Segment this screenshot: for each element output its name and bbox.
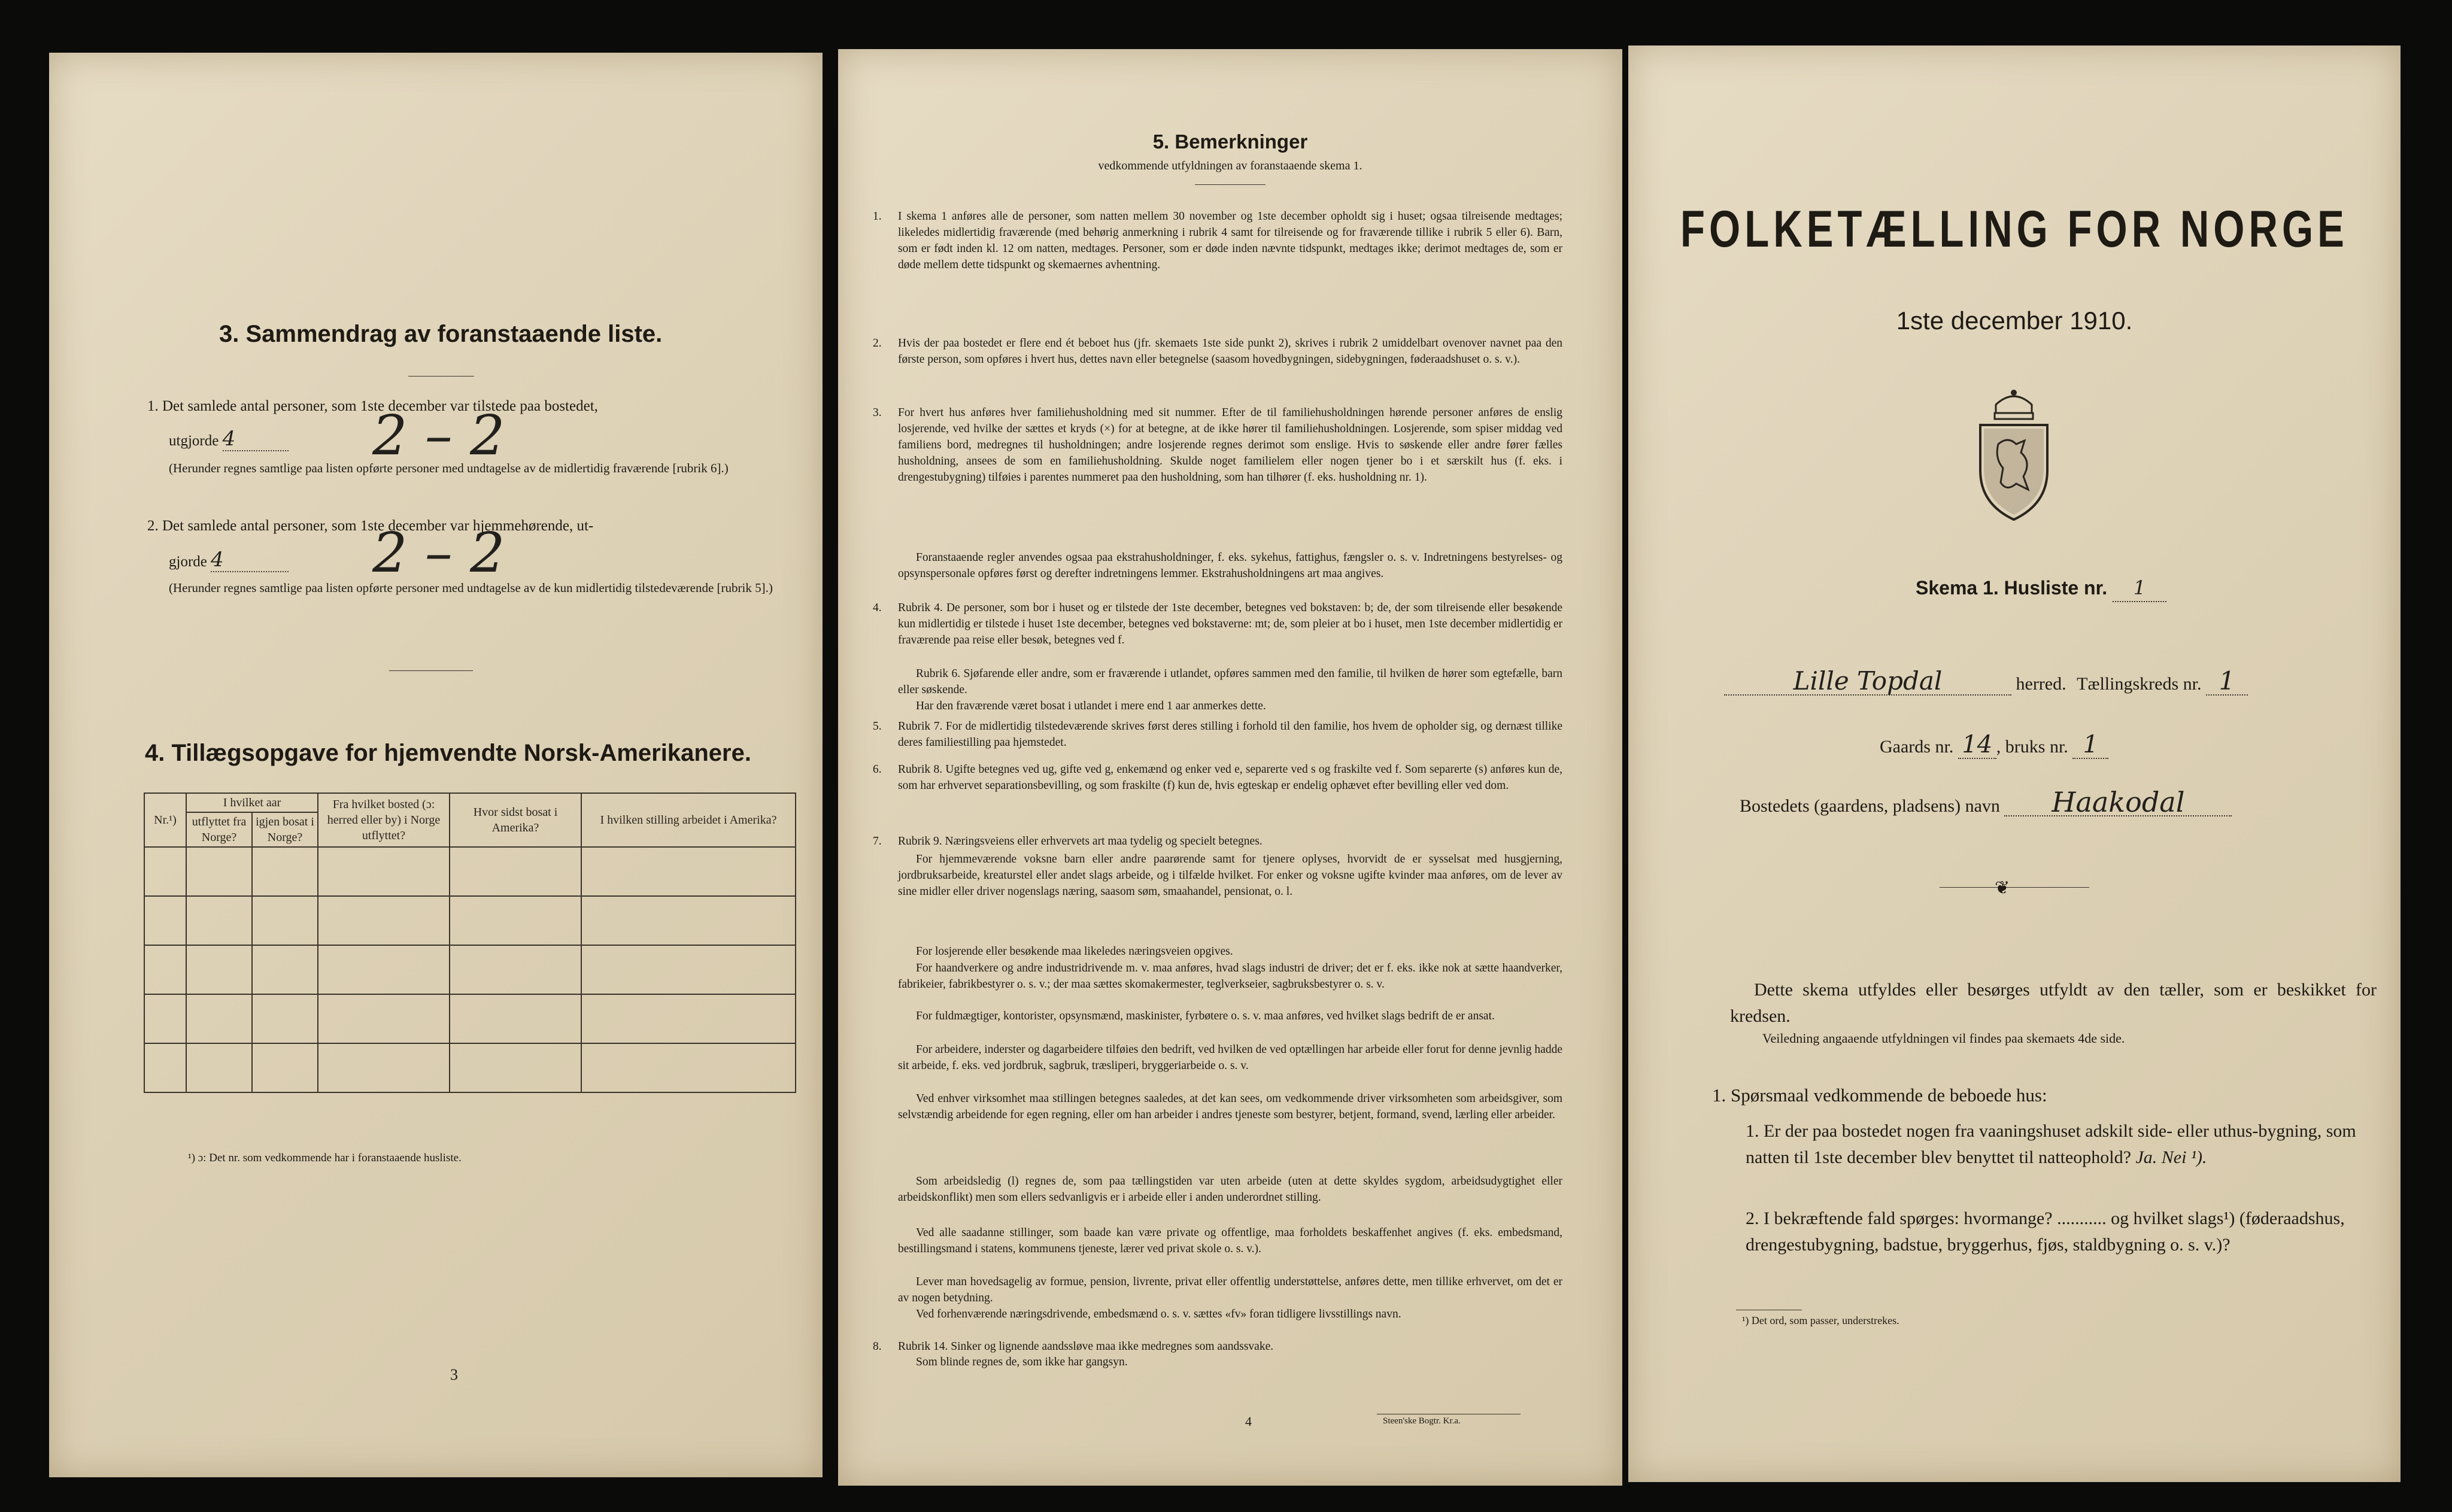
- husliste-nr: 1: [2113, 575, 2166, 602]
- remark-paragraph: [873, 833, 1562, 849]
- remark-paragraph: [898, 1042, 1562, 1074]
- remark-text: Hvis der paa bostedet er flere end ét beboet hus (jfr. skemaets 1ste side punkt 2), skrives i rubrik 2 umiddelbart ovenover navnet paa den første person, som opføres i hvert hus, dettes navn eller betegnelse (saasom hovedbygningen, sidebygningen, føderaadshuset o. s. v.).: [898, 337, 1562, 366]
- gaards-line: Gaards nr. 14 , bruks nr. 1: [1880, 731, 2108, 760]
- remark-text: Rubrik 9. Næringsveiens eller erhvervets art maa tydelig og specielt betegnes.: [898, 835, 1263, 848]
- item-2-utgjorde: gjorde 4: [169, 548, 289, 573]
- item-1-utgjorde: utgjorde 4: [169, 427, 289, 453]
- item-1-handwritten: 2 – 2: [372, 403, 505, 467]
- remark-number: 7.: [873, 835, 882, 848]
- remark-paragraph: [898, 549, 1562, 582]
- bruks-nr: 1: [2072, 731, 2108, 759]
- col-sidst-bosat: Hvor sidst bosat i Amerika?: [450, 793, 581, 847]
- remark-paragraph: [873, 208, 1562, 273]
- remark-text: For hvert hus anføres hver familiehusholdning med sit nummer. Efter de til familiehusholdningen hørende personer anføres de enslig losjerende, ved hvilke der sættes et kryds (×) for at betegne, at de ikke hører til familiehusholdningen. Losjerende, som spiser middag ved familiens bord, medregnes til husholdningen; andre losjerende regnes derimot som enslige. Hvis to søskende eller andre fører fælles husholdning, ansees de som en familiehusholdning. Skulde noget familielem eller nogen tjener bo i et særskilt hus (f. eks. i drengestubygning) tilføies i parentes nummeret paa den husholdning, som han tilhører (f. eks. husholdning nr. 1).: [898, 406, 1562, 484]
- question-1-answer: Ja. Nei ¹).: [2135, 1147, 2207, 1167]
- remark-number: 4.: [873, 602, 882, 614]
- table-row: [144, 896, 796, 945]
- divider: [408, 376, 474, 377]
- remark-number: 8.: [873, 1340, 882, 1353]
- col-utflyttet: utflyttet fra Norge?: [186, 812, 252, 847]
- table-row: [144, 1043, 796, 1092]
- item-1-value: 4: [223, 427, 289, 451]
- page-4: [838, 49, 1622, 1486]
- table-row: [144, 945, 796, 994]
- remark-text: For fuldmægtiger, kontorister, opsynsmænd, maskinister, fyrbøtere o. s. v. maa anføres, ved hvilket slags bedrift de er ansat.: [916, 1010, 1495, 1022]
- remark-paragraph: [898, 1008, 1562, 1024]
- remark-number: 3.: [873, 406, 882, 419]
- remark-text: Har den fraværende været bosat i utlandet i mere end 1 aar anmerkes dette.: [916, 700, 1266, 712]
- remark-number: 5.: [873, 720, 882, 733]
- col-hvilket-aar: I hvilket aar: [186, 793, 318, 812]
- remark-text: Foranstaaende regler anvendes ogsaa paa ekstrahusholdninger, f. eks. sykehus, fattighus, fængsler o. s. v. Indretningens bestyrelses- og opsynspersonale opføres først og derefter indretningens lemmer. Ekstrahusholdningens art maa angives.: [898, 551, 1562, 580]
- question-1: 1. Er der paa bostedet nogen fra vaaningshuset adskilt side- eller uthus-bygning, som natten til 1ste december blev benyttet til natteophold? Ja. Nei ¹).: [1746, 1121, 2356, 1167]
- col-fra-bosted: Fra hvilket bosted (ɔ: herred eller by) i Norge utflyttet?: [318, 793, 450, 847]
- item-2-text: 2. Det samlede antal personer, som 1ste december var hjemmehørende, ut-: [147, 518, 594, 534]
- col-igjen-bosat: igjen bosat i Norge?: [252, 812, 318, 847]
- herred-line: Lille Topdal herred. Tællingskreds nr. 1: [1724, 668, 2395, 697]
- gaards-nr: 14: [1958, 731, 1996, 759]
- remark-text: Ved forhenværende næringsdrivende, embedsmænd o. s. v. sættes «fv» foran tidligere livsstillings navn.: [916, 1308, 1401, 1320]
- remark-paragraph: [873, 761, 1562, 794]
- ornament-icon: ❦: [1995, 878, 2010, 898]
- item-2-note: (Herunder regnes samtlige paa listen opførte personer med undtagelse av de kun midlertidig tilstedeværende [rubrik 5].): [169, 581, 773, 595]
- bosted-value: Haakodal: [2004, 789, 2232, 816]
- remark-paragraph: [898, 1274, 1562, 1306]
- col-stilling: I hvilken stilling arbeidet i Amerika?: [581, 793, 796, 847]
- norsk-amerikanere-table: [144, 793, 796, 1093]
- divider: [1195, 184, 1266, 185]
- page-1: [1628, 45, 2401, 1482]
- footnote: ¹) ɔ: Det nr. som vedkommende har i foranstaaende husliste.: [188, 1152, 462, 1164]
- census-date: 1ste december 1910.: [1896, 306, 2133, 335]
- remark-text: Rubrik 14. Sinker og lignende aandssløve maa ikke medregnes som aandssvake.: [898, 1340, 1274, 1353]
- page-number: 3: [450, 1366, 458, 1383]
- remark-number: 1.: [873, 210, 882, 223]
- bosted-line: Bostedets (gaardens, pladsens) navn Haakodal: [1740, 789, 2232, 819]
- item-2-handwritten: 2 – 2: [372, 521, 505, 585]
- census-title: FOLKETÆLLING FOR NORGE: [1680, 201, 2348, 258]
- table-row: [144, 847, 796, 896]
- remark-paragraph: [898, 1306, 1562, 1322]
- remark-text: For hjemmeværende voksne barn eller andre paarørende samt for tjenere oplyses, hvorvidt de er sysselsat med husgjerning, jordbruksarbeide, kreaturstel eller andet slags arbeide, og i tilfælde hvilket. For enker og voksne ugifte kvinder maa anføres, om de lever av sine midler eller driver nogenslags næring, saasom søm, smaahandel, pensionat, o. l.: [898, 853, 1562, 898]
- remark-text: For losjerende eller besøkende maa likeledes næringsveien opgives.: [916, 945, 1233, 958]
- remark-text: Ved alle saadanne stillinger, som baade kan være private og offentlige, maa forholdets beskaffenhet angives (f. eks. embedsmand, bestillingsmand i statens, kommunens tjeneste, lærer ved privat skole o. s. v.).: [898, 1226, 1562, 1255]
- section-3-title: 3. Sammendrag av foranstaaende liste.: [219, 321, 663, 347]
- krets-nr: 1: [2206, 668, 2248, 696]
- remarks-subtitle: vedkommende utfyldningen av foranstaaende skema 1.: [1098, 159, 1362, 172]
- remark-text: For haandverkere og andre industridrivende m. v. maa anføres, hvad slags industri de driver; det er f. eks. ikke nok at sætte haandverker, fabrikeier, fabrikbestyrer o. s. v.; der maa sættes skomakermester, teglverkseier, sagbruksbestyrer o. s. v.: [898, 962, 1562, 991]
- remark-paragraph: [873, 335, 1562, 368]
- remark-paragraph: [898, 960, 1562, 992]
- remark-text: Som blinde regnes de, som ikke har gangsyn.: [916, 1356, 1128, 1368]
- remarks-title: 5. Bemerkninger: [1152, 130, 1308, 153]
- divider: [389, 670, 473, 671]
- questions-title: 1. Spørsmaal vedkommende de beboede hus:: [1712, 1085, 2047, 1106]
- remark-number: 6.: [873, 763, 882, 776]
- remark-text: I skema 1 anføres alle de personer, som natten mellem 30 november og 1ste december opholdt sig i huset; ogsaa tilreisende medtages; likeledes midlertidig fraværende (med behørig anmerkning i rubrik 4 samt for tilreisende og for fraværende tillike i rubrik 5 eller 6). Barn, som er født inden kl. 12 om natten, medtages. Personer, som er døde inden nævnte tidspunkt, medtages ikke; derimot medtages de, som er døde mellem dette tidspunkt og skemaernes avhentning.: [898, 210, 1562, 271]
- page-3: [49, 53, 823, 1477]
- remark-text: Rubrik 7. For de midlertidig tilstedeværende skrives først deres stilling i forhold til den familie, hos hvem de opholder sig, og dernæst tillike deres familiestilling paa hjemstedet.: [898, 720, 1562, 749]
- remark-paragraph: [898, 1173, 1562, 1206]
- remark-paragraph: [898, 666, 1562, 698]
- instruction-text: Dette skema utfyldes eller besørges utfyldt av den tæller, som er beskikket for kredsen.: [1730, 980, 2377, 1026]
- table-row: [144, 994, 796, 1043]
- remark-text: Rubrik 4. De personer, som bor i huset og er tilstede der 1ste december, betegnes ved bokstaven: b; de, der som tilreisende eller besøkende kun midlertidig er tilstede i huset 1ste december, betegnes ved bokstaverne: mt; de, som pleier at bo i huset, men 1ste december midlertidig er fraværende paa reise eller besøk, betegnes ved f.: [898, 602, 1562, 646]
- remark-paragraph: [898, 1354, 1562, 1370]
- divider: [1940, 887, 2089, 888]
- remark-paragraph: [898, 851, 1562, 900]
- remark-paragraph: [873, 405, 1562, 485]
- remark-paragraph: [873, 1338, 1562, 1355]
- remark-paragraph: [873, 718, 1562, 751]
- remark-text: Rubrik 8. Ugifte betegnes ved ug, gifte ved g, enkemænd og enker ved e, separerte ved s og fraskilte ved f. Som separerte (s) anføres kun de, som har erhvervet separationsbevilling, og som fraskilte (f) kun de, hvis egteskap er endelig ophævet efter bevilling eller ved dom.: [898, 763, 1562, 792]
- page-number: 4: [1245, 1414, 1252, 1429]
- col-nr: Nr.¹): [144, 793, 186, 847]
- remark-text: Lever man hovedsagelig av formue, pension, livrente, privat eller offentlig understøttelse, anføres dette, men tillike erhvervet, om det er av nogen betydning.: [898, 1276, 1562, 1304]
- item-1-note: (Herunder regnes samtlige paa listen opførte personer med undtagelse av de midlertidig fraværende [rubrik 6].): [169, 461, 729, 475]
- table-header-row: [144, 793, 796, 812]
- remark-paragraph: [873, 600, 1562, 648]
- item-1-text: 1. Det samlede antal personer, som 1ste december var tilstede paa bostedet,: [147, 398, 598, 414]
- herred-value: Lille Topdal: [1724, 668, 2011, 696]
- remark-paragraph: [898, 943, 1562, 960]
- remark-text: Ved enhver virksomhet maa stillingen betegnes saaledes, at det kan sees, om vedkommende driver virksomheten som arbeidsgiver, som selvstændig arbeidende for egen regning, eller om han arbeider i andres tjeneste som bestyrer, betjent, formand, svend, lærling eller arbeider.: [898, 1092, 1562, 1121]
- remark-text: Rubrik 6. Sjøfarende eller andre, som er fraværende i utlandet, opføres sammen med den familie, til hvilken de hører som egtefælle, barn eller søskende.: [898, 667, 1562, 696]
- remark-paragraph: [898, 1225, 1562, 1257]
- veiledning-text: Veiledning angaaende utfyldningen vil findes paa skemaets 4de side.: [1762, 1031, 2125, 1046]
- skema-line: Skema 1. Husliste nr. 1: [1916, 575, 2166, 602]
- remark-text: For arbeidere, inderster og dagarbeidere tilføies den bedrift, ved hvilken de ved optællingen har arbeide eller forut for denne jevnlig hadde sit arbeide, f. eks. ved jordbruk, sagbruk, træsliperi, bryggeriarbeide o. s. v.: [898, 1043, 1562, 1072]
- printer-credit: Steen'ske Bogtr. Kr.a.: [1383, 1416, 1461, 1426]
- remark-paragraph: [898, 698, 1562, 714]
- section-4-title: 4. Tillægsopgave for hjemvendte Norsk-Amerikanere.: [145, 740, 751, 766]
- question-2: 2. I bekræftende fald spørges: hvormange? ........... og hvilket slags¹) (føderaadshus, drengestubygning, badstue, bryggerhus, fjøs, staldbygning o. s. v.)?: [1746, 1209, 2345, 1255]
- remark-paragraph: [898, 1091, 1562, 1123]
- remark-text: Som arbeidsledig (l) regnes de, som paa tællingstiden var uten arbeide (uten at dette skyldes sygdom, arbeidsudygtighet eller arbeidskonflikt) men som ellers sedvanligvis er i arbeide eller i anden underordnet stilling.: [898, 1175, 1562, 1204]
- norwegian-coat-of-arms-icon: [1974, 387, 2053, 522]
- item-2-value: 4: [211, 548, 289, 572]
- footnote: ¹) Det ord, som passer, understrekes.: [1742, 1314, 1899, 1326]
- remark-number: 2.: [873, 337, 882, 350]
